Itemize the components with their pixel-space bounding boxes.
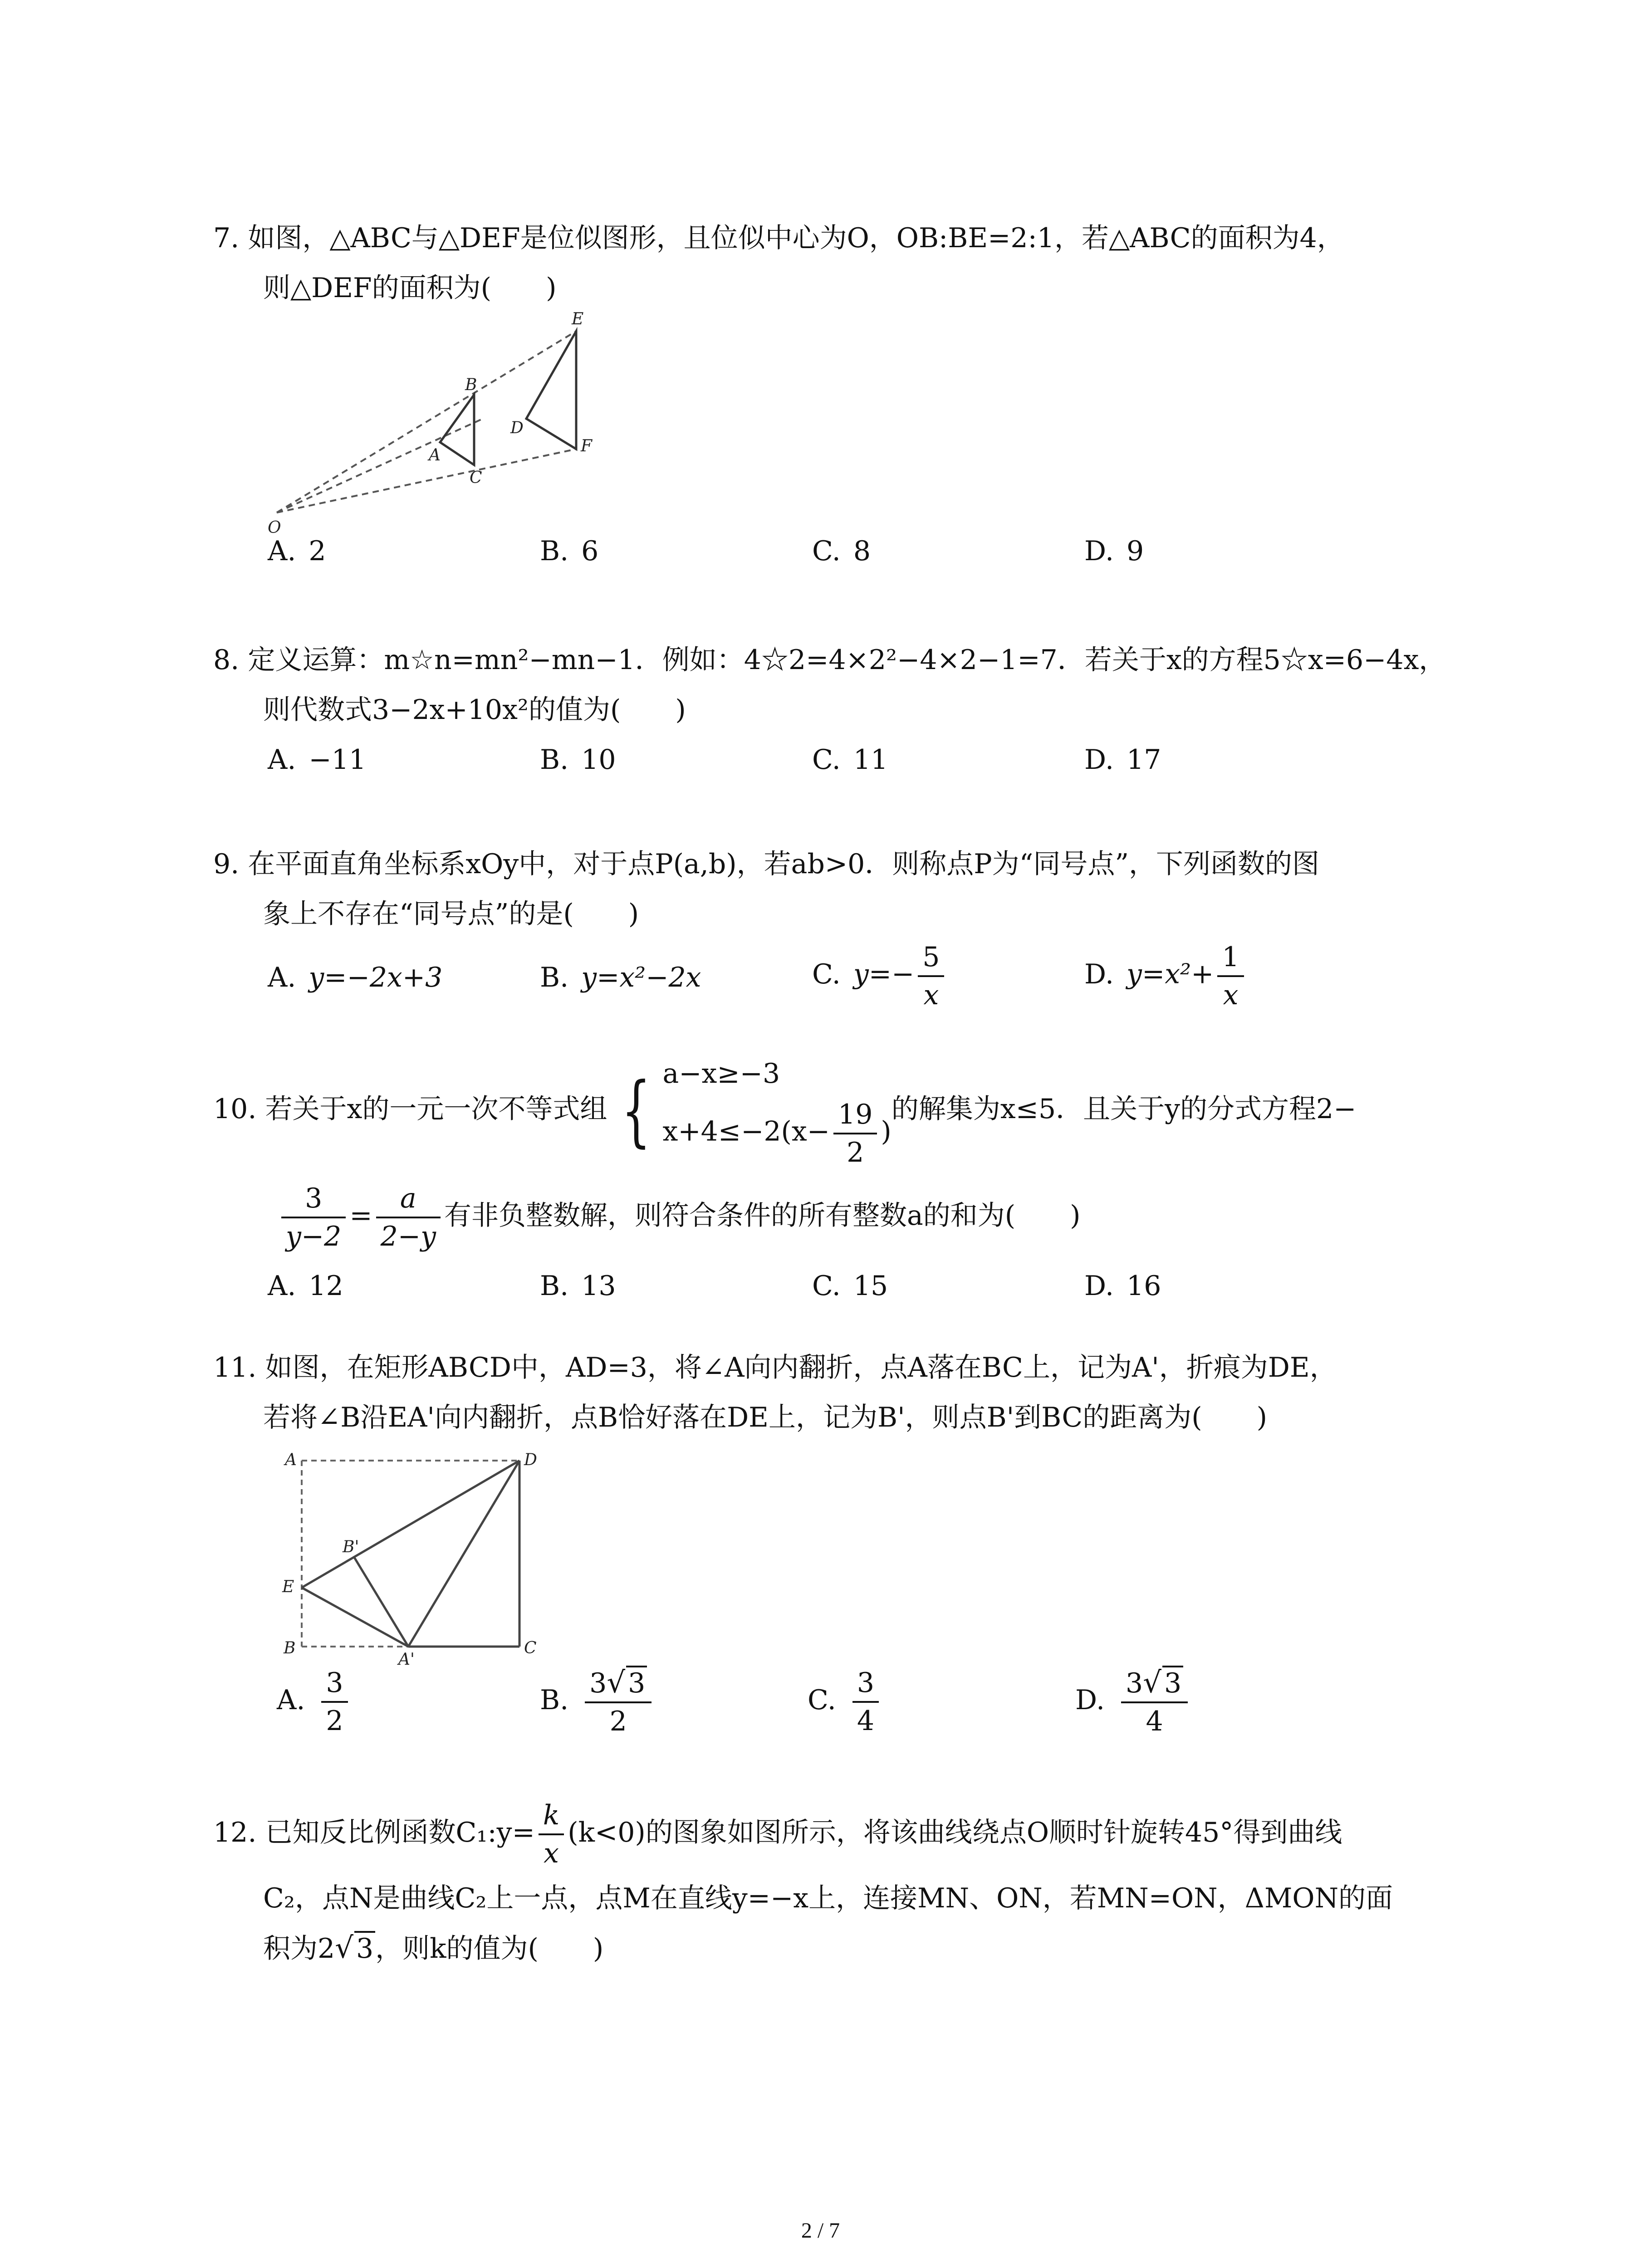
q11-segment-B-prime-A-prime	[354, 1557, 408, 1647]
q11-label-E: E	[282, 1578, 294, 1596]
q7-ray-OD	[277, 420, 481, 513]
q10-option-d[interactable]: D. 16	[1084, 1270, 1161, 1302]
q10-sys-fraction: $\frac{19}{2}$	[833, 1096, 877, 1171]
q11-option-c[interactable]: C. $\frac{3}{4}$	[808, 1665, 882, 1739]
q11-options	[213, 1665, 1465, 1746]
q10-option-a[interactable]: A. 12	[268, 1270, 343, 1302]
q10-line1: 10. 若关于x的一元一次不等式组 { a−x≥−3 x+4≤−2(x− $\frac{19}{2}$ ) 的解集为x≤5．且关于y的分式方程2−	[213, 1048, 1465, 1170]
q7-option-c[interactable]: C. 8	[812, 535, 871, 567]
question-11	[213, 1343, 1465, 1442]
q9-c-fraction: $\frac{5}{x}$	[918, 939, 944, 1013]
q11-label-B-prime: B'	[343, 1538, 359, 1556]
q7-option-a[interactable]: A. 2	[268, 535, 326, 567]
q7-triangle-DEF	[526, 331, 576, 449]
q7-label-B: B	[465, 376, 477, 394]
q11-label-C: C	[524, 1639, 537, 1657]
q7-homothety-figure	[263, 304, 608, 540]
q7-option-d[interactable]: D. 9	[1084, 535, 1144, 567]
q11-crease-EA-prime	[302, 1588, 408, 1647]
question-9	[213, 839, 1465, 1016]
q7-label-C: C	[470, 469, 482, 487]
q10-option-b[interactable]: B. 13	[540, 1270, 616, 1302]
q12-fraction: $\frac{k}{x}$	[539, 1797, 564, 1872]
q8-option-d[interactable]: D. 17	[1084, 744, 1161, 776]
q7-line1: 7. 如图，△ABC与△DEF是位似图形，且位似中心为O，OB:BE=2:1，若△ABC的面积为4，	[213, 222, 1344, 254]
question-8	[213, 635, 1465, 785]
q7-label-D: D	[510, 419, 524, 437]
question-7	[213, 213, 1465, 313]
q9-option-a[interactable]: A. y=−2x+3	[268, 962, 443, 993]
q8-option-a[interactable]: A. −11	[268, 744, 367, 776]
q8-line1: 8. 定义运算：m☆n=mn²−mn−1．例如：4☆2=4×2²−4×2−1=7．若关于x的方程5☆x=6−4x，	[213, 644, 1446, 676]
q11-label-D: D	[524, 1451, 537, 1469]
q7-line2: 则△DEF的面积为( )	[263, 272, 557, 304]
q11-segment-DA-prime	[408, 1461, 519, 1647]
q9-line1: 9. 在平面直角坐标系xOy中，对于点P(a,b)，若ab>0．则称点P为“同号点”，下列函数的图	[213, 848, 1320, 880]
q11-crease-DE	[302, 1461, 519, 1588]
q10-inequality-system: a−x≥−3 x+4≤−2(x− $\frac{19}{2}$ )	[663, 1051, 892, 1171]
q9-line2: 象上不存在“同号点”的是( )	[263, 898, 639, 930]
q10-option-c[interactable]: C. 15	[812, 1270, 888, 1302]
q12-line3: 积为2√ 3，则k的值为( )	[263, 1931, 604, 1965]
q11-label-A-prime: A'	[398, 1650, 415, 1669]
q11-option-b[interactable]: B. $\frac{3√ 3}{2}$	[540, 1665, 655, 1740]
q10-fraction-right: $\frac{a}{2-y}$	[376, 1180, 441, 1255]
q11-option-a[interactable]: A. $\frac{3}{2}$	[277, 1665, 352, 1739]
q10-brace: {	[621, 1066, 651, 1156]
q10-fraction-left: $\frac{3}{y-2}$	[281, 1180, 346, 1255]
q7-label-E: E	[572, 310, 584, 328]
q11-line2: 若将∠B沿EA'向内翻折，点B恰好落在DE上，记为B'，则点B'到BC的距离为( )	[263, 1402, 1268, 1433]
q8-option-b[interactable]: B. 10	[540, 744, 616, 776]
q11-rectangle-figure	[272, 1433, 554, 1669]
q9-d-fraction: $\frac{1}{x}$	[1217, 939, 1244, 1013]
q10-line2: $\frac{3}{y-2}$ = $\frac{a}{2-y}$ 有非负整数解，则符合条件的所有整数a的和为( )	[213, 1170, 1465, 1261]
q11-label-A: A	[285, 1451, 297, 1469]
q8-line2: 则代数式3−2x+10x²的值为( )	[263, 694, 686, 726]
q11-label-B: B	[284, 1639, 296, 1657]
q12-line1: 12. 已知反比例函数C₁:y= $\frac{k}{x}$ (k<0)的图象如图所示，将该曲线绕点O顺时针旋转45°得到曲线	[213, 1792, 1465, 1873]
q7-option-b[interactable]: B. 6	[540, 535, 599, 567]
q7-label-F: F	[581, 437, 592, 455]
page-number: 2 / 7	[801, 2219, 840, 2243]
q11-option-d[interactable]: D. $\frac{3√ 3}{4}$	[1075, 1665, 1191, 1740]
q9-option-d[interactable]: D. y=x²+ $\frac{1}{x}$	[1084, 939, 1248, 1013]
q8-option-c[interactable]: C. 11	[812, 744, 888, 776]
question-12	[213, 1792, 1465, 1974]
q7-label-O: O	[268, 518, 281, 537]
question-10	[213, 1048, 1465, 1311]
q7-label-A: A	[429, 446, 441, 464]
q9-option-c[interactable]: C. y=− $\frac{5}{x}$	[812, 939, 948, 1013]
q7-ray-OF	[277, 449, 576, 513]
q7-options	[213, 526, 1465, 576]
q11-line1: 11. 如图，在矩形ABCD中，AD=3，将∠A向内翻折，点A落在BC上，记为A'，折痕为DE，	[213, 1352, 1337, 1383]
q12-line2: C₂，点N是曲线C₂上一点，点M在直线y=−x上，连接MN、ON，若MN=ON，ΔMON的面	[263, 1882, 1393, 1914]
q9-option-b[interactable]: B. y=x²−2x	[540, 962, 701, 993]
